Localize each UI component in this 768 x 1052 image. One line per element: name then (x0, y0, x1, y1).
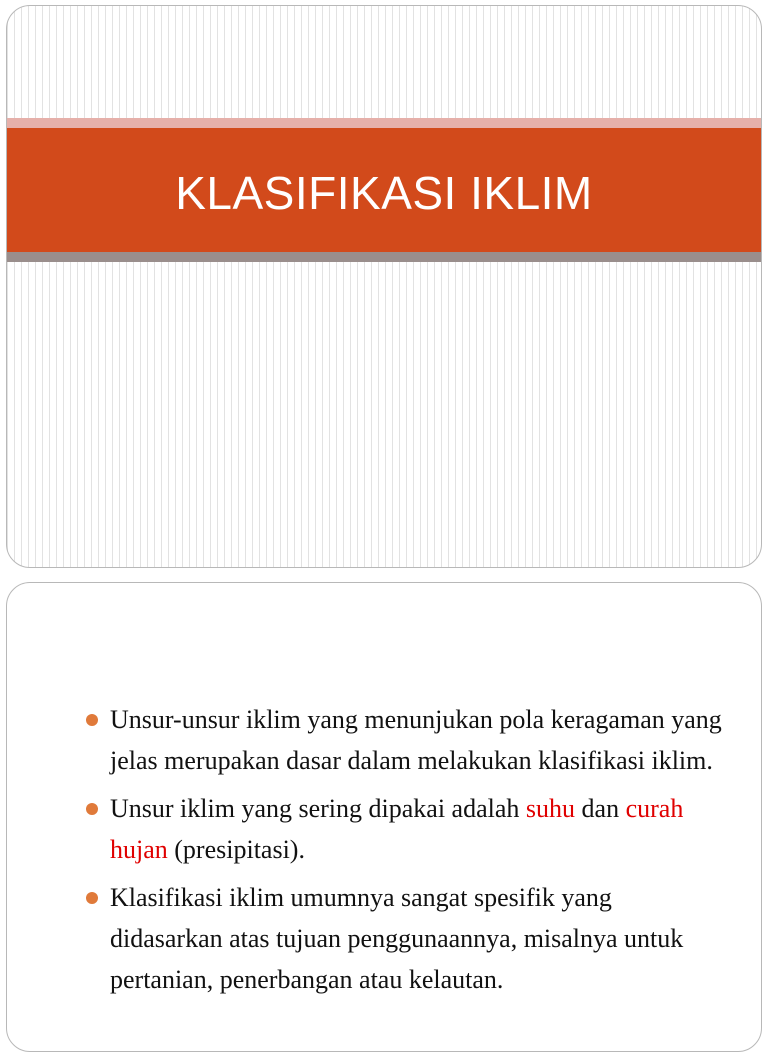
bullet-text: Klasifikasi iklim umumnya sangat spesifik yang didasarkan atas tujuan penggunaannya, misalnya untuk pertanian, penerbangan atau kelautan. (110, 883, 684, 994)
bullet-dot-icon (86, 714, 98, 726)
bullet-list (83, 699, 723, 1007)
bullet-text: Unsur-unsur iklim yang menunjukan pola keragaman yang jelas merupakan dasar dalam melakukan klasifikasi iklim. (110, 705, 722, 775)
bullet-item (83, 877, 723, 1000)
slide-title: KLASIFIKASI IKLIM (175, 167, 593, 219)
highlight-curah-hujan: curah hujan (110, 794, 684, 864)
content-slide (6, 582, 762, 1052)
bullet-item (83, 788, 723, 870)
title-slide (6, 5, 762, 568)
bullet-text-part: dan (575, 794, 626, 823)
bullet-item (83, 699, 723, 781)
title-top-stripe (7, 118, 761, 128)
title-band (7, 128, 761, 252)
bullet-dot-icon (86, 892, 98, 904)
highlight-suhu: suhu (525, 794, 576, 823)
bullet-text-part: Unsur iklim yang sering dipakai adalah (110, 794, 526, 823)
title-bottom-stripe (7, 252, 761, 262)
bullet-text-part: (presipitasi). (167, 835, 305, 864)
bullet-dot-icon (86, 803, 98, 815)
